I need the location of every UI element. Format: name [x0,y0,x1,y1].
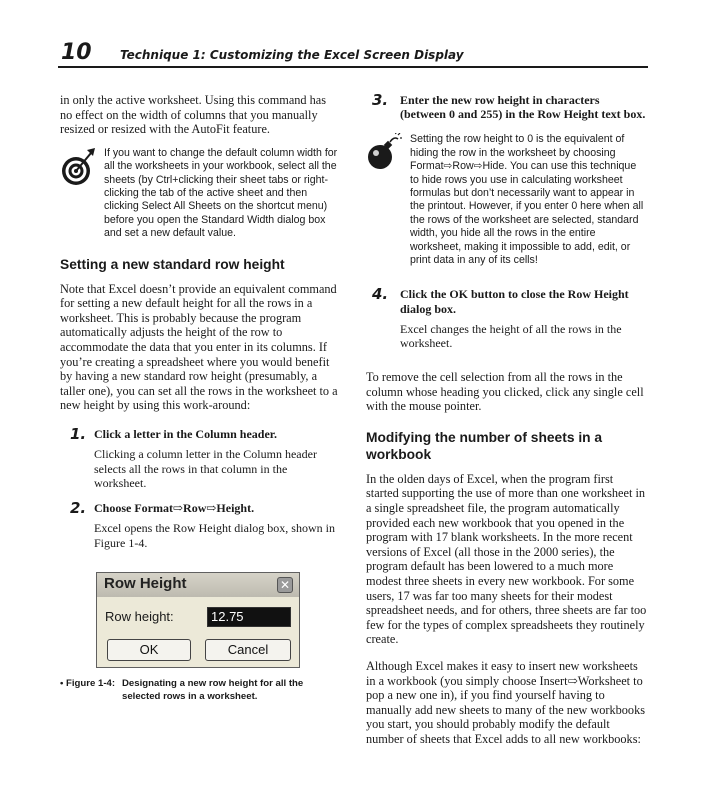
step-3 [366,93,647,121]
ok-button[interactable]: OK [107,639,191,661]
step-number: 4. [372,285,389,304]
close-icon[interactable]: ✕ [277,577,293,593]
section-heading-row-height: Setting a new standard row height [60,256,285,272]
row-height-dialog [96,572,300,668]
figure-label: • Figure 1-4: [60,678,116,690]
step-note: Excel changes the height of all the rows in the worksheet. [400,321,622,351]
warning-box [366,133,647,267]
tip-text: If you want to change the default column width for all the worksheets in your workbook, select all the sheets (by Ctrl+clicking their sheet tabs or right-clicking the tab of the active sheet and then clicking Select All Sheets on the shortcut menu) before you open the Standard Width dialog box and set a new default value. [104,146,338,240]
sheets-paragraph-1: In the olden days of Excel, when the program first started supporting the use of more than one worksheet in a single spreadsheet file, the program automatically provided each new workbook that you opened in the program with 17 blank worksheets. In the more recent versions of Excel (all those in the 2000 series), the program default has been lowered to a much more modest three sheets in every new workbook. For some users, 17 was far too many sheets for their modest spreadsheet needs, and for others, three sheets are far too few for the types of complex spreadsheets they routinely create. [366,471,647,647]
step-number: 2. [70,498,87,517]
step-1 [60,424,341,491]
left-column [60,93,341,703]
row-height-paragraph: Note that Excel doesn’t provide an equivalent command for setting a new default height for all the rows in a worksheet. This is probably because the program automatically adjusts the height of the row to accommodate the data that you enter in its columns. If you’re creating a spreadsheet where you would benefit by having a new standard row height (presumably, a taller one), you can set all the rows in the worksheet to a new height by using this work-around: [60,281,338,413]
page-number: 10 [61,40,92,65]
cancel-button[interactable]: Cancel [205,639,291,661]
sheets-paragraph-2: Although Excel makes it easy to insert new worksheets in a workbook (you simply choose Insert⇨Worksheet to pop a new one in), if you find yourself having to manually add new sheets to many of the new workbooks you start, you should probably modify the default number of sheets that Excel adds to all new workbooks: [366,658,646,746]
dialog-title: Row Height [104,575,187,593]
step-note: Clicking a column letter in the Column header selects all the rows in that column in the worksheet. [94,447,317,491]
header-rule [58,66,648,68]
running-title: Technique 1: Customizing the Excel Screen Display [120,48,464,62]
step-title: Choose Format⇨Row⇨Height. [94,500,255,515]
section-heading-sheets: Modifying the number of sheets in a workbook [366,429,603,462]
intro-paragraph: in only the active worksheet. Using this command has no effect on the width of columns that you manually resized or resized with the AutoFit feature. [60,93,327,137]
bomb-icon [366,133,410,267]
row-height-label: Row height: [105,609,174,625]
step-title: Click the OK button to close the Row Height dialog box. [400,287,629,316]
step-number: 3. [372,91,389,109]
step-2 [60,498,341,550]
page-header [58,40,648,70]
warning-text: Setting the row height to 0 is the equivalent of hiding the row in the worksheet by choosing Format⇨Row⇨Hide. You can use this technique to hide rows you use in calculating worksheet formulas but don’t necessarily want to appear in the printout. However, if you enter 0 here when all the rows of the worksheet are selected, standard width, you hide all the rows in the entire worksheet, making it impossible to add, edit, or print data in any of its cells! [410,133,644,267]
remove-selection-paragraph: To remove the cell selection from all the rows in the column whose heading you clicked, click any single cell with the mouse pointer. [366,370,644,414]
target-icon [60,147,104,241]
step-4 [366,287,647,351]
tip-box [60,147,341,241]
right-column [366,93,647,747]
step-title: Click a letter in the Column header. [94,426,277,441]
dialog-title-bar [97,573,299,597]
row-height-input[interactable]: 12.75 [207,607,291,627]
step-number: 1. [70,424,87,443]
step-title: Enter the new row height in characters (between 0 and 255) in the Row Height text box. [400,93,646,122]
step-note: Excel opens the Row Height dialog box, shown in Figure 1-4. [94,521,335,550]
figure-caption [60,678,341,703]
figure-caption-text: Designating a new row height for all the selected rows in a worksheet. [122,678,304,702]
